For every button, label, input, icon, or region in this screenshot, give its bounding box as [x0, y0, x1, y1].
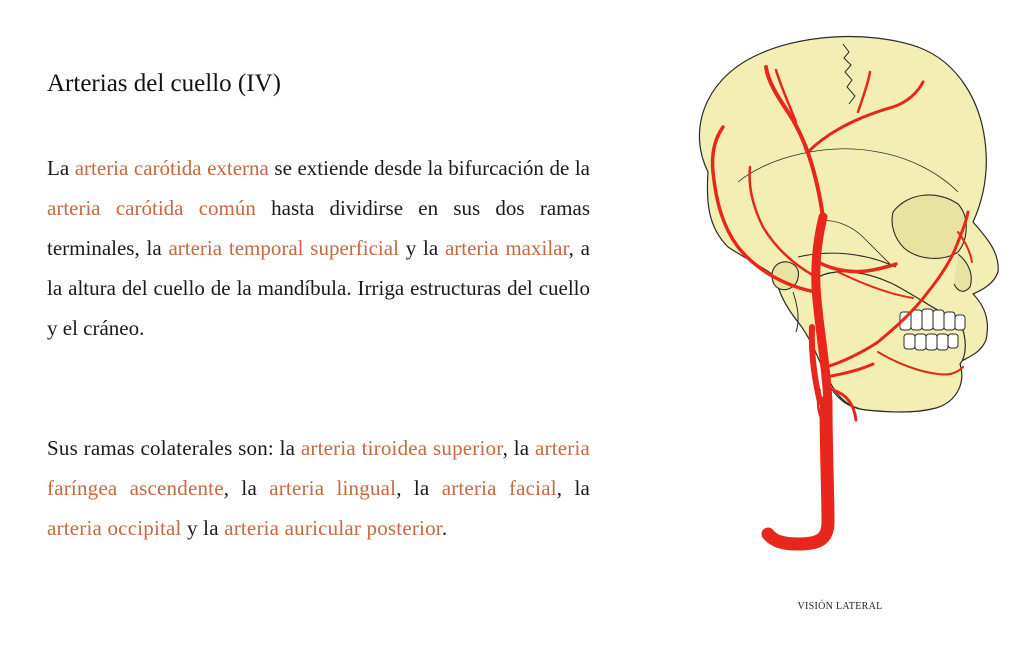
term-posterior-auricular: arteria auricular posterior [224, 516, 442, 540]
page-title: Arterias del cuello (IV) [47, 70, 281, 97]
text-segment: La [47, 156, 75, 180]
text-segment: , la [223, 476, 270, 500]
term-superior-thyroid: arteria tiroidea superior [300, 436, 503, 460]
text-segment: , la [556, 476, 591, 500]
term-ascending-pharyngeal: arteria faríngea ascendente [47, 436, 591, 500]
text-segment: , a la altura del cuello de la mandíbula. Irriga estructuras del cuello y el cráneo. [47, 236, 590, 340]
text-segment: y la [181, 516, 225, 540]
term-lingual: arteria lingual [269, 476, 397, 500]
paragraph-external-carotid [47, 148, 590, 348]
term-superficial-temporal: arteria temporal superficial [168, 236, 399, 260]
paragraph-collateral-branches [47, 428, 590, 548]
term-maxillary: arteria maxilar [444, 236, 569, 260]
text-segment: se extiende desde la bifurcación de la [268, 156, 590, 180]
text-segment: Sus ramas colaterales son: la [47, 436, 301, 460]
term-external-carotid: arteria carótida externa [74, 156, 269, 180]
text-segment: y la [398, 236, 445, 260]
text-segment: . [441, 516, 448, 540]
text-segment: , la [396, 476, 442, 500]
text-segment: hasta dividirse en sus dos ramas terminales, la [47, 196, 590, 260]
common-carotid-artery [768, 402, 828, 544]
term-occipital: arteria occipital [47, 516, 182, 540]
skull-arteries-illustration [668, 22, 1008, 562]
term-facial: arteria facial [441, 476, 557, 500]
text-segment: , la [502, 436, 535, 460]
figure-caption: VISIÓN LATERAL [797, 601, 883, 612]
term-common-carotid: arteria carótida común [47, 196, 256, 220]
